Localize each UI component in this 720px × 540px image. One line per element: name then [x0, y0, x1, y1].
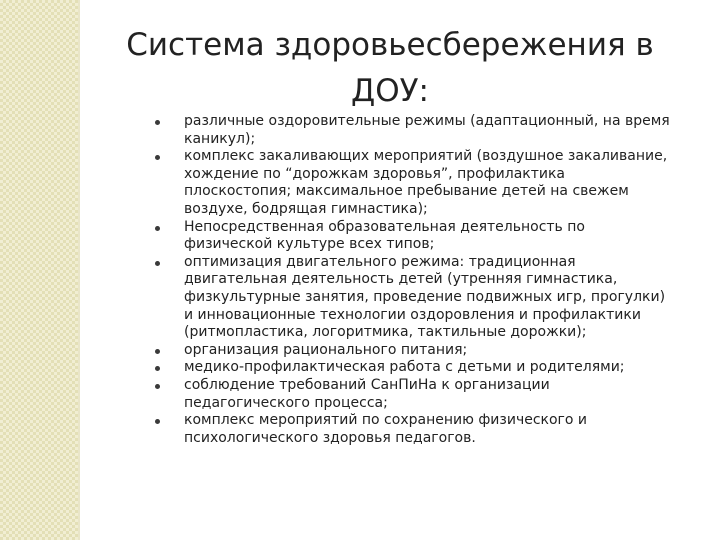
bullet-list	[150, 113, 670, 447]
bullet-text-4: оптимизация двигательного режима: традиционная двигательная деятельность детей (утренняя гимнастика, физкультурные занятия, проведение подвижных игр, прогулки) и инновационные технологии оздоровления и профилактики (ритмопластика, логоритмика, тактильные дорожки);	[184, 253, 666, 341]
bullet-text-6: медико-профилактическая работа с детьми и родителями;	[184, 359, 625, 376]
bullet-item-4	[150, 254, 670, 342]
bullet-text-3: Непосредственная образовательная деятельность по физической культуре всех типов;	[184, 218, 585, 253]
bullet-item-8	[150, 412, 670, 447]
bullet-text-5: организация рационального питания;	[184, 341, 468, 358]
slide-title-line-1: Система здоровьесбережения в	[126, 27, 654, 63]
bullet-dot-icon	[155, 419, 160, 424]
bullet-dot-icon	[155, 155, 160, 160]
bullet-text-1: различные оздоровительные режимы (адаптационный, на время каникул);	[184, 113, 670, 147]
bullet-dot-icon	[155, 384, 160, 389]
slide-title-line-2: ДОУ:	[351, 73, 429, 109]
bullet-item-5	[150, 342, 670, 360]
decorative-side-strip	[0, 0, 78, 540]
bullet-dot-icon	[155, 226, 160, 231]
bullet-item-3	[150, 219, 670, 254]
bullet-text-2: комплекс закаливающих мероприятий (воздушное закаливание, хождение по “дорожкам здоровья”, профилактика плоскостопия; максимальное пребывание детей на свежем воздухе, бодрящая гимнастика);	[184, 148, 668, 217]
bullet-item-6	[150, 359, 670, 377]
bullet-item-1	[150, 113, 670, 148]
bullet-text-7: соблюдение требований СанПиНа к организации педагогического процесса;	[184, 376, 550, 411]
side-strip-edge	[78, 0, 80, 540]
bullet-dot-icon	[155, 120, 160, 125]
bullet-dot-icon	[155, 366, 160, 371]
bullet-dot-icon	[155, 349, 160, 354]
bullet-item-2	[150, 148, 670, 218]
bullet-dot-icon	[155, 261, 160, 266]
bullet-item-7	[150, 377, 670, 412]
bullet-text-8: комплекс мероприятий по сохранению физического и психологического здоровья педагогов.	[184, 412, 588, 446]
slide-title	[100, 22, 680, 114]
